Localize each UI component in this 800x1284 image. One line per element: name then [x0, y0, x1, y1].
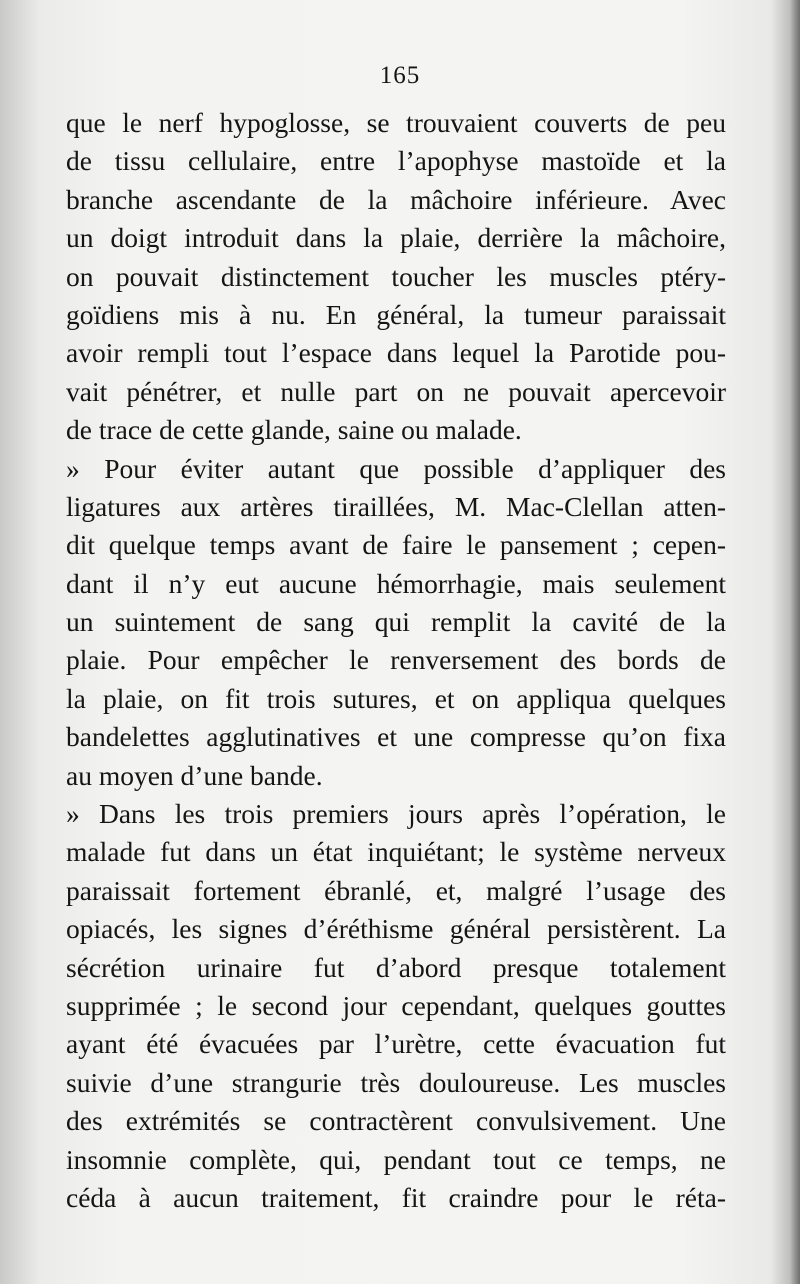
text-line: vait pénétrer, et nulle part on ne pouvait apercevoir: [66, 375, 726, 407]
text-line: branche ascendante de la mâchoire inférieure. Avec: [66, 183, 726, 215]
text-line: un doigt introduit dans la plaie, derrière la mâchoire,: [66, 222, 726, 254]
text-line: » Pour éviter autant que possible d’appliquer des: [66, 452, 726, 484]
text-line: insomnie complète, qui, pendant tout ce temps, ne: [66, 1143, 726, 1175]
text-line: dit quelque temps avant de faire le pansement ; cepen-: [66, 529, 726, 561]
text-line: suivie d’une strangurie très douloureuse. Les muscles: [66, 1066, 726, 1098]
text-line: opiacés, les signes d’éréthisme général persistèrent. La: [66, 913, 726, 945]
text-line: sécrétion urinaire fut d’abord presque totalement: [66, 951, 726, 983]
page-number: 165: [379, 62, 421, 89]
text-line: plaie. Pour empêcher le renversement des bords de: [66, 644, 726, 676]
text-line: au moyen d’une bande.: [66, 759, 323, 791]
text-line: de trace de cette glande, saine ou malade.: [66, 414, 522, 446]
text-line: ligatures aux artères tiraillées, M. Mac-Clellan atten-: [66, 490, 726, 522]
text-line: on pouvait distinctement toucher les muscles ptéry-: [66, 260, 726, 292]
body-text: [66, 104, 726, 1217]
text-line: goïdiens mis à nu. En général, la tumeur paraissait: [66, 298, 726, 330]
text-line: avoir rempli tout l’espace dans lequel la Parotide pou-: [66, 337, 726, 369]
text-line: un suintement de sang qui remplit la cavité de la: [66, 606, 726, 638]
text-line: supprimée ; le second jour cependant, quelques gouttes: [66, 989, 726, 1021]
text-line: malade fut dans un état inquiétant; le système nerveux: [66, 836, 726, 868]
text-line: que le nerf hypoglosse, se trouvaient couverts de peu: [66, 107, 726, 138]
text-line: » Dans les trois premiers jours après l’opération, le: [66, 798, 726, 830]
text-line: la plaie, on fit trois sutures, et on appliqua quelques: [66, 682, 726, 714]
text-line: paraissait fortement ébranlé, et, malgré l’usage des: [66, 874, 726, 906]
text-line: bandelettes agglutinatives et une compresse qu’on fixa: [66, 721, 726, 753]
text-line: des extrémités se contractèrent convulsivement. Une: [66, 1105, 726, 1137]
text-line: de tissu cellulaire, entre l’apophyse mastoïde et la: [66, 145, 726, 177]
text-line: dant il n’y eut aucune hémorrhagie, mais seulement: [66, 567, 726, 599]
text-line: céda à aucun traitement, fit craindre pour le réta-: [66, 1181, 726, 1213]
page-edge-shadow: [790, 0, 800, 1284]
text-line: ayant été évacuées par l’urètre, cette évacuation fut: [66, 1028, 726, 1060]
